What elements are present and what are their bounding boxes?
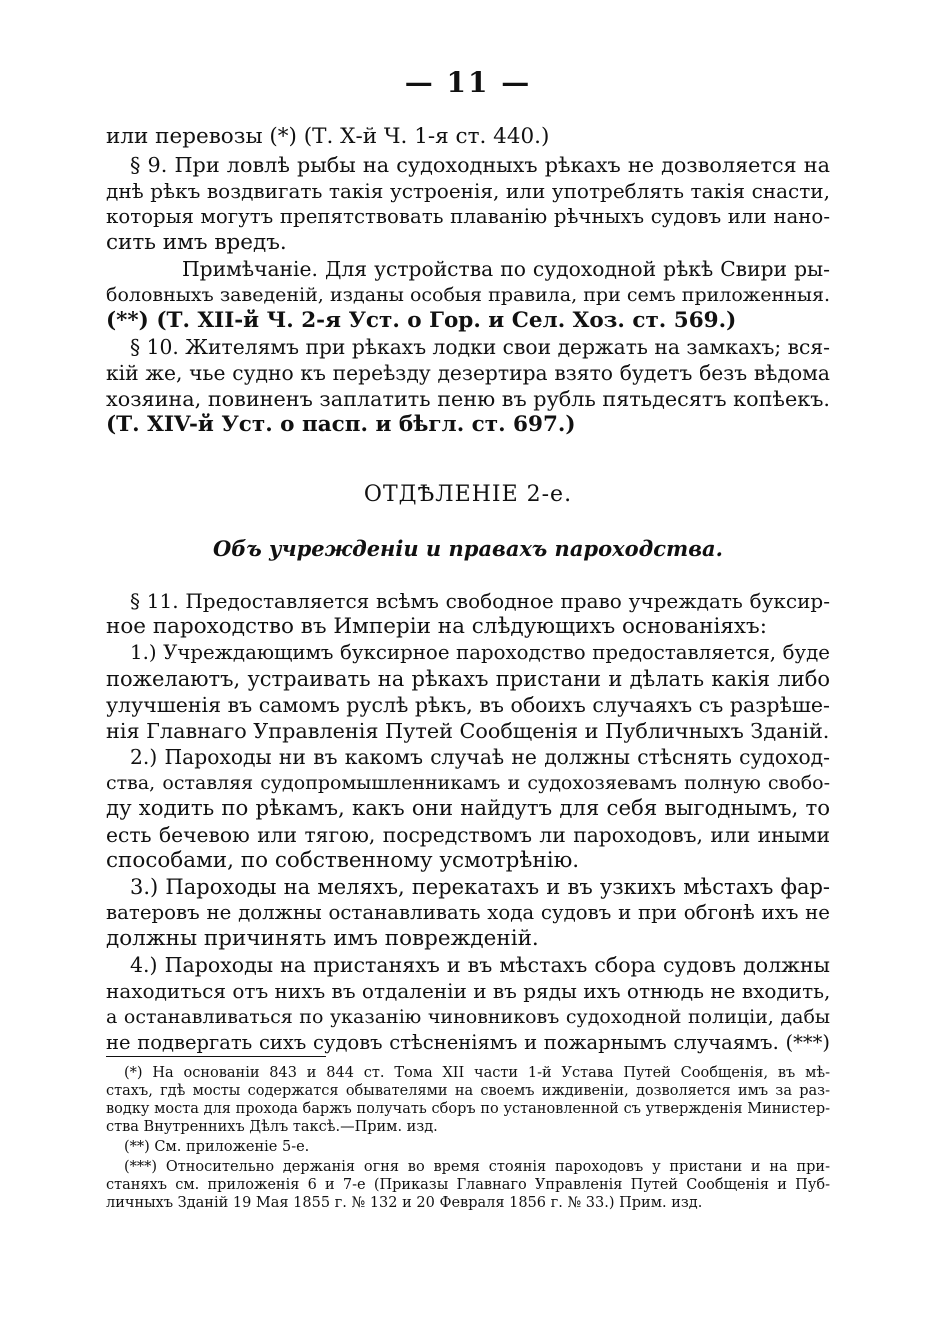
footnote-line: водку моста для прохода баржъ получать сборъ по установленной съ утвержденія Министер- <box>106 1101 830 1117</box>
body-line: которыя могутъ препятствовать плаванію рѣчныхъ судовъ или нано- <box>106 205 830 228</box>
body-line: днѣ рѣкъ воздвигать такія устроенія, или употреблять такія снасти, <box>106 179 830 203</box>
section-line: находиться отъ нихъ въ отдаленіи и въ ряды ихъ отнюдь не входить, <box>106 979 831 1003</box>
body-line: кій же, чье судно къ переѣзду дезертира взято будетъ безъ вѣдома <box>106 361 830 385</box>
footnote-line: (**) См. приложеніе 5-е. <box>124 1139 310 1155</box>
section-line: есть бечевою или тягою, посредствомъ ли пароходовъ, или иными <box>106 823 830 847</box>
page-number: — 11 — <box>404 66 532 99</box>
footnote-divider <box>106 1056 326 1057</box>
section-line: нія Главнаго Управленія Путей Сообщенія и Публичныхъ Зданій. <box>106 719 830 743</box>
body-line: сить имъ вредъ. <box>106 230 287 255</box>
note-line: Примѣчаніе. Для устройства по судоходной рѣкѣ Свири ры- <box>182 257 830 281</box>
body-line: хозяина, повиненъ заплатить пеню въ рубль пятьдесятъ копѣекъ. <box>106 387 830 411</box>
section-line: ду ходить по рѣкамъ, какъ они найдутъ для себя выгоднымъ, то <box>106 796 830 821</box>
footnote-line: (*) На основаніи 843 и 844 ст. Тома XII части 1-й Устава Путей Сообщенія, въ мѣ- <box>124 1065 830 1081</box>
section-line: 2.) Пароходы ни въ какомъ случаѣ не должны стѣснять судоход- <box>130 745 830 769</box>
section-line: улучшенія въ самомъ руслѣ рѣкъ, въ обоихъ случаяхъ съ разрѣше- <box>106 693 830 717</box>
section-line: § 11. Предоставляется всѣмъ свободное право учреждать буксир- <box>130 589 830 613</box>
section-line: ватеровъ не должны останавливать хода судовъ и при обгонѣ ихъ не <box>106 901 830 924</box>
body-line: или перевозы (*) (Т. Х-й Ч. 1-я ст. 440.) <box>106 124 550 149</box>
section-line: должны причинять имъ поврежденій. <box>106 926 539 951</box>
footnote-line: (***) Относительно держанія огня во время стоянія пароходовъ у пристани и на при- <box>124 1159 830 1175</box>
section-line: способами, по собственному усмотрѣнію. <box>106 848 580 873</box>
section-subheading: Объ учрежденіи и правахъ пароходства. <box>213 536 723 561</box>
section-line: 3.) Пароходы на меляхъ, перекатахъ и въ узкихъ мѣстахъ фар- <box>130 875 830 899</box>
section-line: 4.) Пароходы на пристаняхъ и въ мѣстахъ сбора судовъ должны <box>130 953 830 977</box>
body-line: § 9. При ловлѣ рыбы на судоходныхъ рѣкахъ не дозволяется на <box>130 153 830 177</box>
note-line: боловныхъ заведеній, изданы особыя правила, при семъ приложенныя. <box>106 284 830 306</box>
body-line: (Т. XIV-й Уст. о пасп. и бѣгл. ст. 697.) <box>106 412 576 437</box>
section-line: пожелаютъ, устраивать на рѣкахъ пристани и дѣлать какія либо <box>106 667 830 691</box>
section-line: а останавливаться по указанію чиновниковъ судоходной полиціи, дабы <box>106 1006 830 1028</box>
section-line: не подвергать сихъ судовъ стѣсненіямъ и пожарнымъ случаямъ. (***) <box>106 1031 830 1054</box>
section-heading: ОТДѢЛЕНІЕ 2-е. <box>363 482 573 507</box>
section-line: ства, оставляя судопромышленникамъ и судохозяевамъ полную свобо- <box>106 772 830 794</box>
section-line: ное пароходство въ Имперіи на слѣдующихъ основаніяхъ: <box>106 614 767 639</box>
footnote-line: ства Внутреннихъ Дѣлъ таксѣ.—Прим. изд. <box>106 1119 438 1135</box>
section-line: 1.) Учреждающимъ буксирное пароходство предоставляется, буде <box>130 641 830 664</box>
footnote-line: станяхъ см. приложенія 6 и 7-е (Приказы Главнаго Управленія Путей Сообщенія и Пуб- <box>106 1177 830 1193</box>
footnote-line: стахъ, гдѣ мосты содержатся обывателями на своемъ иждивеніи, дозволяется имъ за раз- <box>106 1083 830 1099</box>
footnote-line: личныхъ Зданій 19 Мая 1855 г. № 132 и 20 Февраля 1856 г. № 33.) Прим. изд. <box>106 1195 703 1211</box>
body-line: § 10. Жителямъ при рѣкахъ лодки свои держать на замкахъ; вся- <box>130 335 830 359</box>
note-line: (**) (Т. XII-й Ч. 2-я Уст. о Гор. и Сел. Хоз. ст. 569.) <box>106 308 737 333</box>
